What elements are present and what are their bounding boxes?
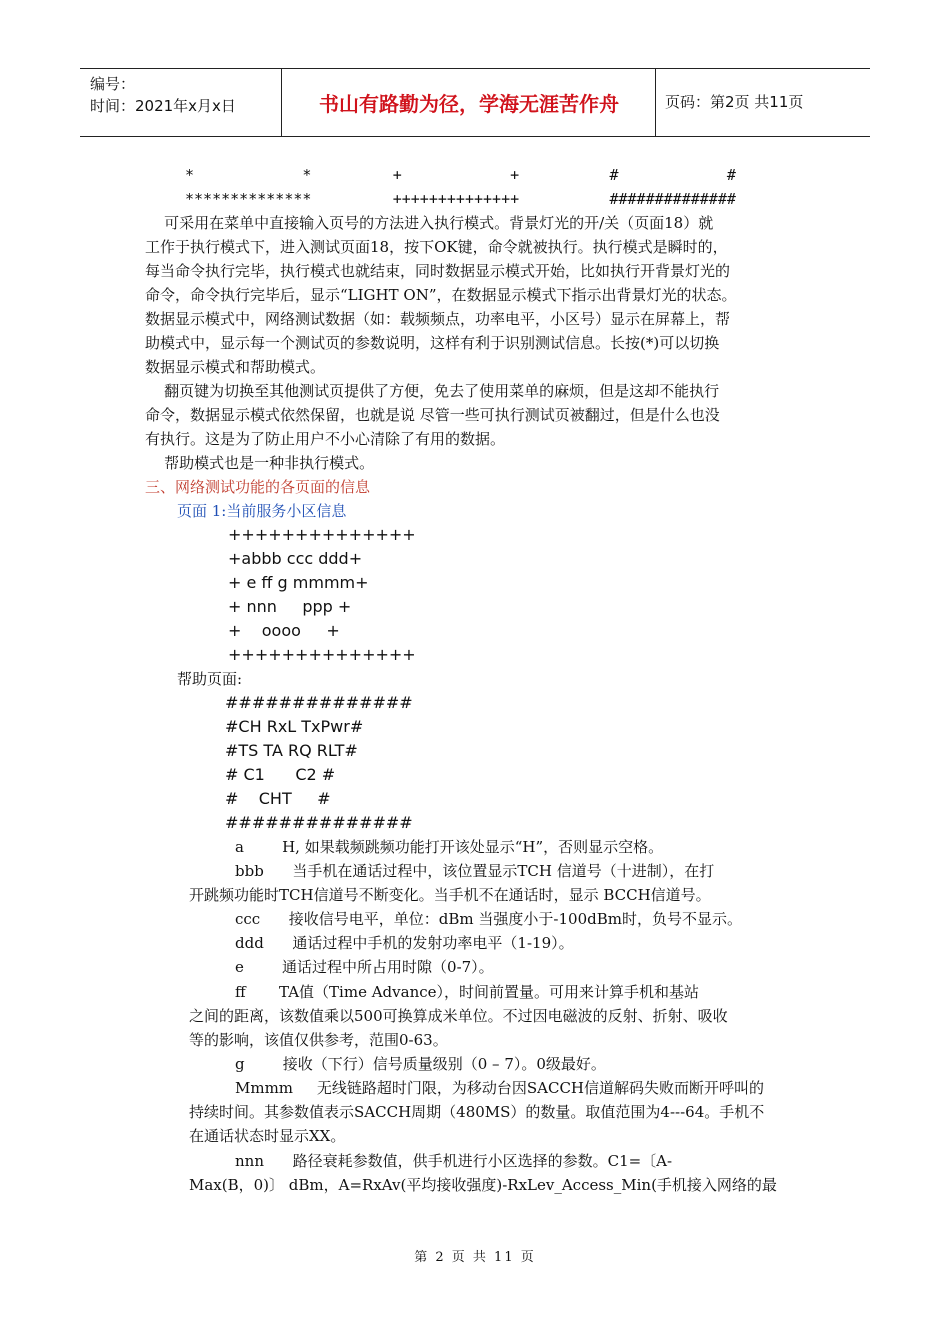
parameter-line: bbb 当手机在通话过程中，该位置显示TCH 信道号（十进制），在打 — [235, 862, 715, 880]
paragraph-line: 有执行。这是为了防止用户不小心清除了有用的数据。 — [145, 430, 506, 448]
help-layout-line: # CHT # — [225, 789, 331, 808]
help-layout-line: #TS TA RQ RLT# — [225, 741, 358, 760]
display-layout-line: ++++++++++++++ — [228, 645, 416, 664]
symbol-row: ************** ++++++++++++++ ############## — [185, 190, 736, 208]
parameter-line: 持续时间。其参数值表示SACCH周期（480MS）的数量。取值范围为4---64。手机不 — [189, 1103, 765, 1121]
display-layout-line: +abbb ccc ddd+ — [228, 549, 363, 568]
help-layout-line: #CH RxL TxPwr# — [225, 717, 364, 736]
header-divider — [281, 69, 282, 136]
help-layout-line: ############## — [225, 693, 413, 712]
parameter-line: 等的影响，该值仅供参考，范围0-63。 — [189, 1031, 448, 1049]
paragraph-line: 每当命令执行完毕，执行模式也就结束，同时数据显示模式开始，比如执行开背景灯光的 — [145, 262, 731, 280]
paragraph-line: 命令，数据显示模式依然保留，也就是说 尽管一些可执行测试页被翻过，但是什么也没 — [145, 406, 720, 424]
parameter-line: Max(B，0)〕 dBm，A=RxAv(平均接收强度)-RxLev_Access_Min(手机接入网络的最 — [189, 1176, 777, 1194]
paragraph-line: 工作于执行模式下，进入测试页面18，按下OK键，命令就被执行。执行模式是瞬时的， — [145, 238, 728, 256]
parameter-line: ff TA值（Time Advance），时间前置量。可用来计算手机和基站 — [235, 983, 700, 1001]
symbol-row: * * + + # # — [185, 166, 736, 184]
help-layout-line: ############## — [225, 813, 413, 832]
parameter-line: a H, 如果载频跳频功能打开该处显示“H”，否则显示空格。 — [235, 838, 664, 856]
display-layout-line: ++++++++++++++ — [228, 525, 416, 544]
display-layout-line: + nnn ppp + — [228, 597, 352, 616]
page-heading: 页面 1:当前服务小区信息 — [177, 502, 347, 520]
parameter-line: ddd 通话过程中手机的发射功率电平（1-19）。 — [235, 934, 574, 952]
parameter-line: g 接收（下行）信号质量级别（0 – 7）。0级最好。 — [235, 1055, 606, 1073]
paragraph-line: 帮助模式也是一种非执行模式。 — [145, 454, 375, 472]
header-divider — [655, 69, 656, 136]
help-layout-line: # C1 C2 # — [225, 765, 336, 784]
paragraph-line: 翻页键为切换至其他测试页提供了方便，免去了使用菜单的麻烦，但是这却不能执行 — [145, 382, 720, 400]
paragraph-line: 数据显示模式和帮助模式。 — [145, 358, 326, 376]
help-page-label: 帮助页面: — [177, 670, 243, 688]
parameter-line: Mmmm 无线链路超时门限，为移动台因SACCH信道解码失败而断开呼叫的 — [235, 1079, 765, 1097]
paragraph-line: 命令，命令执行完毕后，显示“LIGHT ON”，在数据显示模式下指示出背景灯光的状态。 — [145, 286, 737, 304]
parameter-line: e 通话过程中所占用时隙（0-7）。 — [235, 958, 494, 976]
paragraph-line: 助模式中，显示每一个测试页的参数说明，这样有利于识别测试信息。长按(*)可以切换 — [145, 334, 720, 352]
paragraph-line: 可采用在菜单中直接输入页号的方法进入执行模式。背景灯光的开/关（页面18）就 — [145, 214, 714, 232]
parameter-line: ccc 接收信号电平，单位：dBm 当强度小于-100dBm时，负号不显示。 — [235, 910, 742, 928]
page-header — [80, 68, 870, 137]
parameter-line: 开跳频功能时TCH信道号不断变化。当手机不在通话时，显示 BCCH信道号。 — [189, 886, 711, 904]
parameter-line: nnn 路径衰耗参数值，供手机进行小区选择的参数。C1=〔A- — [235, 1152, 673, 1170]
motto: 书山有路勤为径，学海无涯苦作舟 — [319, 92, 619, 116]
parameter-line: 在通话状态时显示XX。 — [189, 1127, 346, 1145]
display-layout-line: + e ff g mmmm+ — [228, 573, 369, 592]
parameter-line: 之间的距离，该数值乘以500可换算成米单位。不过因电磁波的反射、折射、吸收 — [189, 1007, 728, 1025]
display-layout-line: + oooo + — [228, 621, 340, 640]
number-label: 编号： — [90, 75, 136, 93]
paragraph-line: 数据显示模式中，网络测试数据（如：载频频点，功率电平，小区号）显示在屏幕上，帮 — [145, 310, 731, 328]
header-left — [90, 73, 236, 117]
section-heading: 三、网络测试功能的各页面的信息 — [145, 478, 371, 496]
page-footer: 第 2 页 共 11 页 — [414, 1250, 536, 1265]
time-label: 时间：2021年x月x日 — [90, 97, 236, 115]
page-code: 页码：第2页 共11页 — [665, 93, 804, 111]
